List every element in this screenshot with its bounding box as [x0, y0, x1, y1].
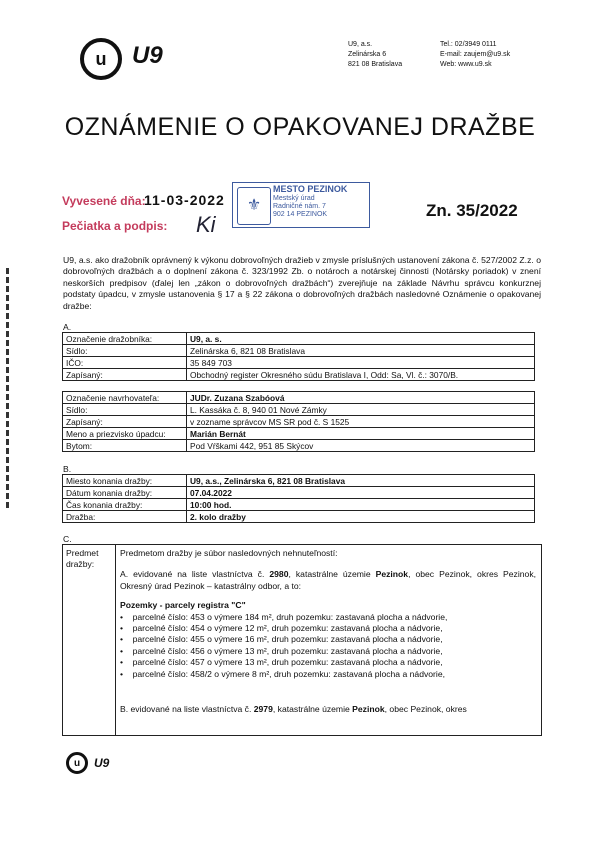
company-street: Zelinárska 6 — [348, 51, 387, 58]
parcels-heading: Pozemky - parcely registra "C" — [120, 600, 246, 611]
company-logo-icon: u — [80, 38, 122, 80]
company-contact — [440, 40, 510, 70]
auctioneer-table — [62, 332, 535, 381]
posted-date: 11-03-2022 — [144, 192, 225, 208]
table-label: Zapísaný: — [63, 416, 187, 428]
table-row — [63, 345, 535, 357]
parcel-list — [120, 612, 536, 680]
section-b-label: B. — [63, 464, 72, 474]
footer-logo-icon: u — [66, 752, 88, 774]
proposer-table — [62, 391, 535, 452]
section-c-label: C. — [63, 534, 72, 544]
table-row — [63, 511, 535, 523]
list-item: • parcelné číslo: 454 o výmere 12 m², druh pozemku: zastavaná plocha a nádvorie, — [120, 623, 443, 634]
table-value: JUDr. Zuzana Szabóová — [187, 392, 535, 404]
coat-of-arms-icon: ⚜ — [237, 187, 271, 225]
document-title: OZNÁMENIE O OPAKOVANEJ DRAŽBE — [64, 113, 536, 141]
subject-table — [62, 544, 542, 736]
table-row — [63, 475, 535, 487]
table-label: Miesto konania dražby: — [63, 475, 187, 487]
table-value: 2. kolo dražby — [187, 511, 535, 523]
list-item: • parcelné číslo: 457 o výmere 13 m², druh pozemku: zastavaná plocha a nádvorie, — [120, 657, 443, 668]
table-row — [63, 440, 535, 452]
binder-perforation — [6, 268, 19, 508]
table-label: Čas konania dražby: — [63, 499, 187, 511]
lv-a-paragraph: A. evidované na liste vlastníctva č. 2980, katastrálne územie Pezinok, obec Pezinok, okres Pezinok, Okresný úrad Pezinok – katastrálny odbor, a to: — [120, 569, 537, 591]
stamp-line-3: Radničné nám. 7 — [273, 203, 326, 210]
list-item: • parcelné číslo: 456 o výmere 13 m², druh pozemku: zastavaná plocha a nádvorie, — [120, 645, 443, 656]
stamp-label: Pečiatka a podpis: — [62, 219, 168, 233]
auction-details-table — [62, 474, 535, 523]
table-row — [63, 357, 535, 369]
company-email: E-mail: zaujem@u9.sk — [440, 51, 511, 58]
table-row — [63, 369, 535, 381]
logo-text: U9 — [132, 42, 163, 69]
company-tel: Tel.: 02/3949 0111 — [440, 41, 497, 48]
table-row — [63, 416, 535, 428]
table-value: L. Kassáka č. 8, 940 01 Nové Zámky — [187, 404, 535, 416]
table-value: Marián Bernát — [187, 428, 535, 440]
table-label: Označenie navrhovateľa: — [63, 392, 187, 404]
list-item: • parcelné číslo: 453 o výmere 184 m², druh pozemku: zastavaná plocha a nádvorie, — [120, 611, 448, 622]
table-label: Bytom: — [63, 440, 187, 452]
company-address — [348, 40, 402, 70]
table-row — [63, 404, 535, 416]
table-value: Pod Vŕškami 442, 951 85 Skýcov — [187, 440, 535, 452]
subject-label-cell — [63, 545, 116, 735]
stamp-line-2: Mestský úrad — [273, 195, 315, 202]
bullet-icon: • — [120, 623, 124, 634]
table-value: 07.04.2022 — [187, 487, 535, 499]
table-label: Dátum konania dražby: — [63, 487, 187, 499]
table-row — [63, 392, 535, 404]
subject-intro: Predmetom dražby je súbor nasledovných nehnuteľností: — [120, 548, 338, 558]
stamp-line-1: MESTO PEZINOK — [273, 184, 348, 194]
posted-label: Vyvesené dňa: — [62, 194, 146, 208]
intro-paragraph: U9, a.s. ako dražobník oprávnený k výkonu dobrovoľných dražieb v zmysle príslušných ustanovení zákona č. 527/2002 Z.z. o dobrovoľných dražbách a o doplnení zákona č. 323/1992 Zb. o notároch a notárskej činnosti (Notársky poriadok) v znení neskorších predpisov (ďalej len „zákon o dobrovoľných dražbách“) zverejňuje na základe Návrhu správcu konkurznej podstaty úpadcu, v zmysle ustanovenia § 17 a § 22 zákona o dobrovoľných dražbách nasledovné Oznámenie o opakovanej dražbe: — [63, 255, 541, 311]
table-label: Sídlo: — [63, 345, 187, 357]
table-value: U9, a. s. — [187, 333, 535, 345]
table-value: 10:00 hod. — [187, 499, 535, 511]
table-label: Zapísaný: — [63, 369, 187, 381]
subject-content — [120, 548, 536, 715]
company-name: U9, a.s. — [348, 41, 373, 48]
table-value: Obchodný register Okresného súdu Bratislava I, Odd: Sa, Vl. č.: 3070/B. — [187, 369, 535, 381]
list-item: • parcelné číslo: 458/2 o výmere 8 m², druh pozemku: zastavaná plocha a nádvorie, — [120, 668, 445, 679]
table-value: 35 849 703 — [187, 357, 535, 369]
bullet-icon: • — [120, 611, 124, 622]
section-a-label: A. — [63, 322, 72, 332]
bullet-icon: • — [120, 668, 124, 679]
footer-logo-text: U9 — [94, 756, 110, 770]
signature: Ki — [196, 212, 216, 237]
table-label: IČO: — [63, 357, 187, 369]
subject-label-2: dražby: — [66, 559, 95, 569]
bullet-icon: • — [120, 634, 124, 645]
table-label: Označenie dražobníka: — [63, 333, 187, 345]
bullet-icon: • — [120, 645, 124, 656]
table-label: Meno a priezvisko úpadcu: — [63, 428, 187, 440]
table-value: Zelinárska 6, 821 08 Bratislava — [187, 345, 535, 357]
case-number: Zn. 35/2022 — [426, 201, 518, 220]
stamp-line-4: 902 14 PEZINOK — [273, 211, 328, 218]
table-row — [63, 499, 535, 511]
subject-label-1: Predmet — [66, 548, 99, 558]
municipal-stamp — [232, 182, 370, 228]
table-label: Sídlo: — [63, 404, 187, 416]
bullet-icon: • — [120, 657, 124, 668]
table-value: U9, a.s., Zelinárska 6, 821 08 Bratislava — [187, 475, 535, 487]
company-city: 821 08 Bratislava — [348, 61, 403, 68]
table-row — [63, 487, 535, 499]
table-row — [63, 428, 535, 440]
table-label: Dražba: — [63, 511, 187, 523]
table-value: v zozname správcov MS SR pod č. S 1525 — [187, 416, 535, 428]
list-item: • parcelné číslo: 455 o výmere 16 m², druh pozemku: zastavaná plocha a nádvorie, — [120, 634, 443, 645]
table-row — [63, 333, 535, 345]
lv-b-paragraph: B. evidované na liste vlastníctva č. 2979, katastrálne územie Pezinok, obec Pezinok, okres — [120, 704, 467, 715]
company-web: Web: www.u9.sk — [440, 61, 492, 68]
